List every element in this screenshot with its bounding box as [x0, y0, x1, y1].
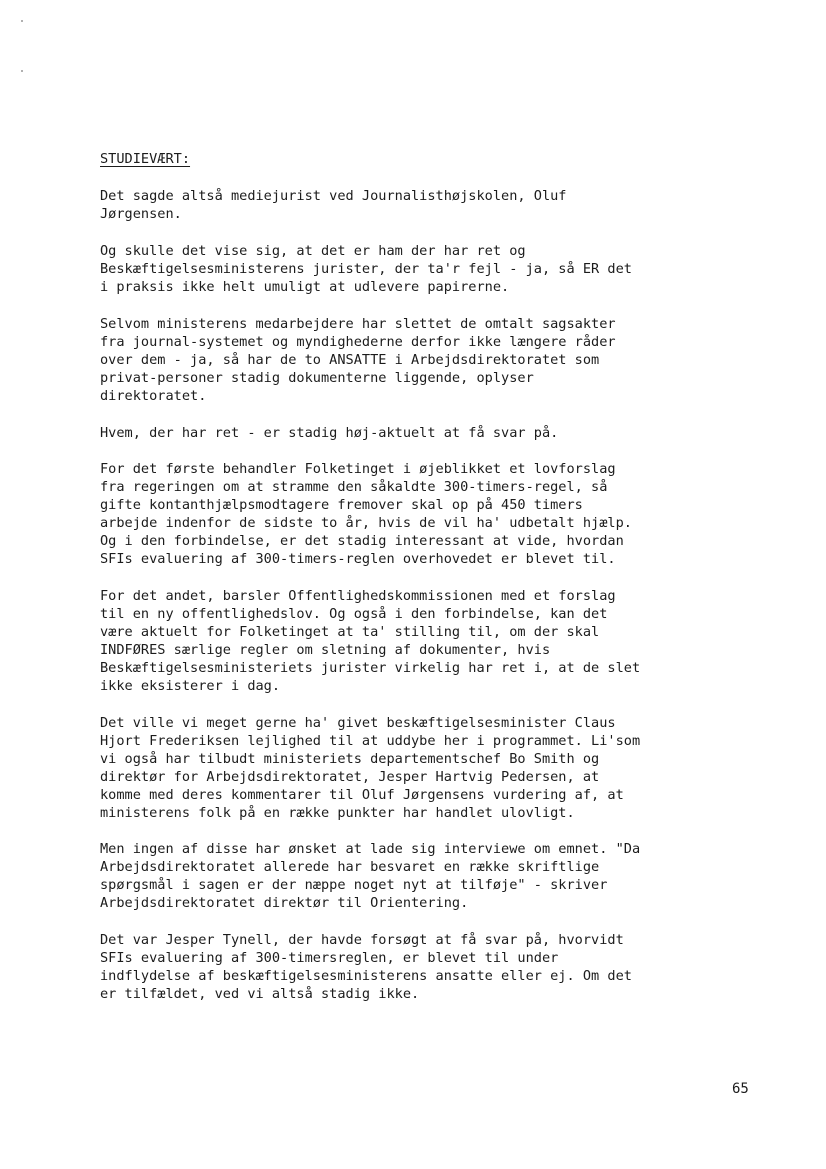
scan-speck [21, 70, 23, 72]
speaker-label: STUDIEVÆRT: [100, 151, 191, 167]
paragraph-2: Og skulle det vise sig, at det er ham der har ret og Beskæftigelsesministerens jurister, der ta'r fejl - ja, så ER det i praksis ikke helt umuligt at udlevere papirerne. [100, 243, 632, 296]
paragraph-4: Hvem, der har ret - er stadig høj-aktuelt at få svar på. [100, 425, 559, 441]
paragraph-3: Selvom ministerens medarbejdere har slettet de omtalt sagsakter fra journal-systemet og myndighederne derfor ikke længere råder over dem - ja, så har de to ANSATTE i Arbejdsdirektoratet som privat-personer stadig dokumenterne liggende, oplyser direktoratet. [100, 316, 616, 405]
paragraph-9: Det var Jesper Tynell, der havde forsøgt at få svar på, hvorvidt SFIs evaluering af 300-timersreglen, er blevet til under indflydelse af beskæftigelsesministerens ansatte eller ej. Om det er tilfældet, ved vi altså stadig ikke. [100, 932, 632, 1003]
scan-speck [21, 20, 23, 22]
paragraph-8: Men ingen af disse har ønsket at lade sig interviewe om emnet. "Da Arbejdsdirektoratet allerede har besvaret en række skriftlige spørgsmål i sagen er der næppe noget nyt at tilføje" - skriver Arbejdsdirektoratet direktør til Orientering. [100, 841, 641, 912]
paragraph-1: Det sagde altså mediejurist ved Journalisthøjskolen, Oluf Jørgensen. [100, 188, 567, 223]
paragraph-5: For det første behandler Folketinget i øjeblikket et lovforslag fra regeringen om at stramme den såkaldte 300-timers-regel, så gifte kontanthjælpsmodtagere fremover skal op på 450 timers arbejde indenfor de sidste to år, hvis de vil ha' udbetalt hjælp. Og i den forbindelse, er det stadig interessant at vide, hvordan SFIs evaluering af 300-timers-reglen overhovedet er blevet til. [100, 461, 632, 568]
paragraph-7: Det ville vi meget gerne ha' givet beskæftigelsesminister Claus Hjort Frederiksen lejlighed til at uddybe her i programmet. Li'som vi også har tilbudt ministeriets departementschef Bo Smith og direktør for Arbejdsdirektoratet, Jesper Hartvig Pedersen, at komme med deres kommentarer til Oluf Jørgensens vurdering af, at ministerens folk på en række punkter har handlet ulovligt. [100, 715, 641, 822]
page-number: 65 [732, 1081, 749, 1097]
paragraph-6: For det andet, barsler Offentlighedskommissionen med et forslag til en ny offentlighedslov. Og også i den forbindelse, kan det være aktuelt for Folketinget at ta' stilling til, om der skal INDFØRES særlige regler om sletning af dokumenter, hvis Beskæftigelsesministeriets jurister virkelig har ret i, at de slet ikke eksisterer i dag. [100, 588, 641, 695]
